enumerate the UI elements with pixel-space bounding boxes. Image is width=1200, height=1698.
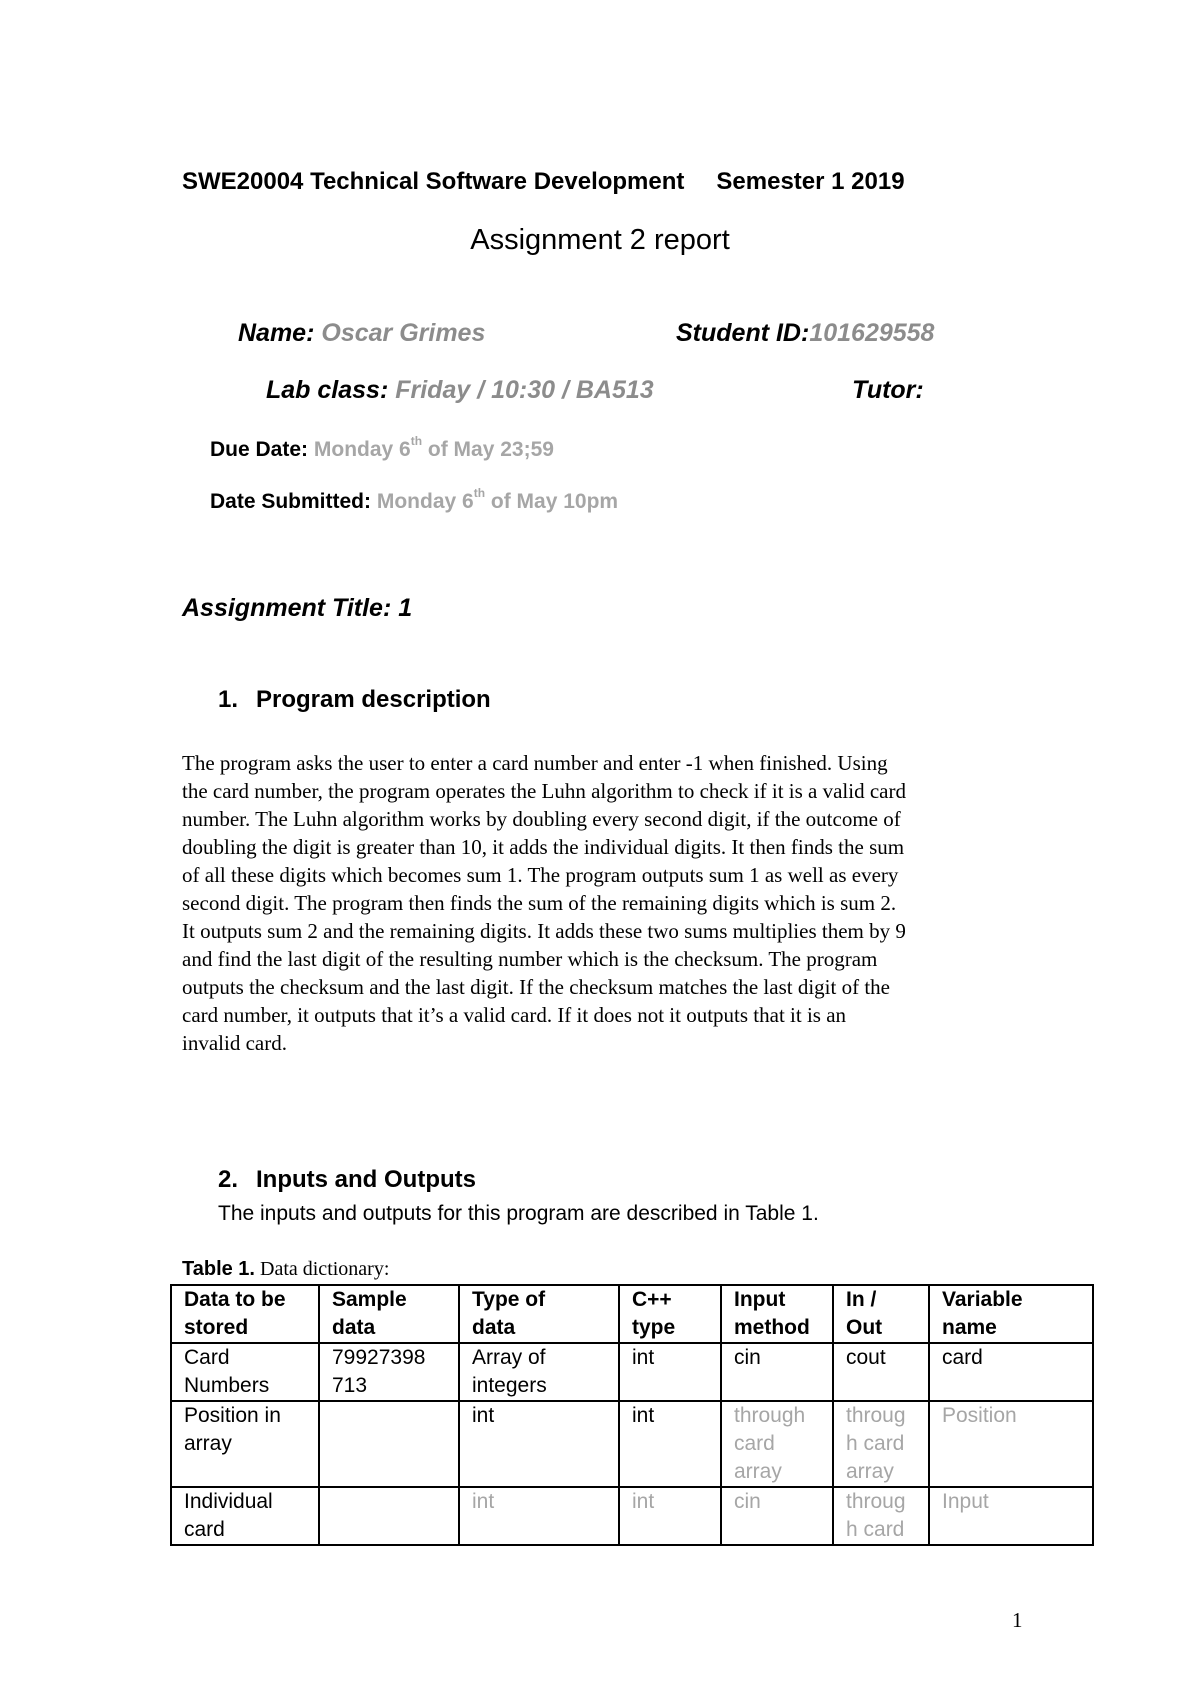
course-title: SWE20004 Technical Software Development (182, 168, 685, 195)
due-date-row (210, 434, 554, 462)
table-row (171, 1487, 1093, 1545)
lab-class-row (266, 376, 654, 405)
table-cell: Position (929, 1401, 1093, 1487)
description-line: card number, it outputs that it’s a valid card. If it does not it outputs that it is an (182, 1003, 847, 1027)
table-cell (319, 1401, 459, 1487)
description-line: It outputs sum 2 and the remaining digits. It adds these two sums multiplies them by 9 (182, 919, 906, 943)
table-cell: cout (833, 1343, 929, 1401)
description-line: number. The Luhn algorithm works by doubling every second digit, if the outcome of (182, 807, 901, 831)
table-cell: Array of integers (459, 1343, 619, 1401)
description-line: of all these digits which becomes sum 1. The program outputs sum 1 as well as every (182, 863, 899, 887)
table-header-cell: Input method (721, 1285, 833, 1343)
assignment-title: Assignment Title: 1 (182, 594, 413, 622)
table-cell: cin (721, 1343, 833, 1401)
name-label: Name: (238, 319, 315, 347)
student-id-row (676, 319, 934, 348)
table-body (171, 1343, 1093, 1545)
table-cell: through card array (721, 1401, 833, 1487)
date-submitted-row (210, 486, 619, 514)
date-submitted-value: Monday 6th of May 10pm (376, 486, 619, 513)
description-line: The program asks the user to enter a card number and enter -1 when finished. Using (182, 751, 888, 775)
table-header-row (171, 1285, 1093, 1343)
table-cell: card (929, 1343, 1093, 1401)
description-line: outputs the checksum and the last digit. If the checksum matches the last digit of the (182, 975, 890, 999)
page-title: Assignment 2 report (470, 224, 730, 256)
data-dictionary-table (170, 1284, 1094, 1546)
table-cell: Individual card (171, 1487, 319, 1545)
description-line: invalid card. (182, 1031, 287, 1055)
table-header-cell: Sample data (319, 1285, 459, 1343)
tutor-label: Tutor: (852, 376, 924, 404)
table-cell: int (619, 1343, 721, 1401)
table-cell: throug h card (833, 1487, 929, 1545)
student-id-label: Student ID: (676, 319, 810, 347)
section-heading-program-description: 1. Program description (218, 686, 491, 713)
table-cell: int (619, 1401, 721, 1487)
table-cell: Input (929, 1487, 1093, 1545)
table-header-cell: Data to be stored (171, 1285, 319, 1343)
semester-label: Semester 1 2019 (716, 168, 905, 195)
due-date-label: Due Date: (210, 438, 309, 461)
table-header-cell: In / Out (833, 1285, 929, 1343)
description-line: second digit. The program then finds the sum of the remaining digits which is sum 2. (182, 891, 897, 915)
table-cell: cin (721, 1487, 833, 1545)
table-header-cell: C++ type (619, 1285, 721, 1343)
table-header-cell: Variable name (929, 1285, 1093, 1343)
table-cell: 79927398 713 (319, 1343, 459, 1401)
table-row (171, 1401, 1093, 1487)
section-heading-inputs-outputs: 2. Inputs and Outputs (218, 1166, 476, 1193)
page-number: 1 (1012, 1608, 1023, 1632)
student-name-row (238, 319, 485, 348)
table-caption: Table 1. Data dictionary: (182, 1258, 390, 1280)
inputs-outputs-intro: The inputs and outputs for this program are described in Table 1. (218, 1202, 819, 1225)
lab-class-value: Friday / 10:30 / BA513 (395, 376, 654, 404)
table-cell: int (459, 1487, 619, 1545)
date-submitted-label: Date Submitted: (210, 490, 372, 513)
table-cell: throug h card array (833, 1401, 929, 1487)
description-line: and find the last digit of the resulting number which is the checksum. The program (182, 947, 878, 971)
description-line: doubling the digit is greater than 10, it adds the individual digits. It then finds the sum (182, 835, 905, 859)
student-id-value: 101629558 (809, 319, 935, 347)
table-row (171, 1343, 1093, 1401)
table-header-cell: Type of data (459, 1285, 619, 1343)
lab-class-label: Lab class: (266, 376, 389, 404)
document-header (182, 168, 905, 196)
table-cell: int (459, 1401, 619, 1487)
table-cell: Card Numbers (171, 1343, 319, 1401)
program-description-text (182, 749, 1042, 1057)
name-value: Oscar Grimes (321, 319, 486, 347)
table-cell: int (619, 1487, 721, 1545)
table-cell: Position in array (171, 1401, 319, 1487)
table-cell (319, 1487, 459, 1545)
due-date-value: Monday 6th of May 23;59 (313, 434, 554, 461)
description-line: the card number, the program operates the Luhn algorithm to check if it is a valid card (182, 779, 906, 803)
